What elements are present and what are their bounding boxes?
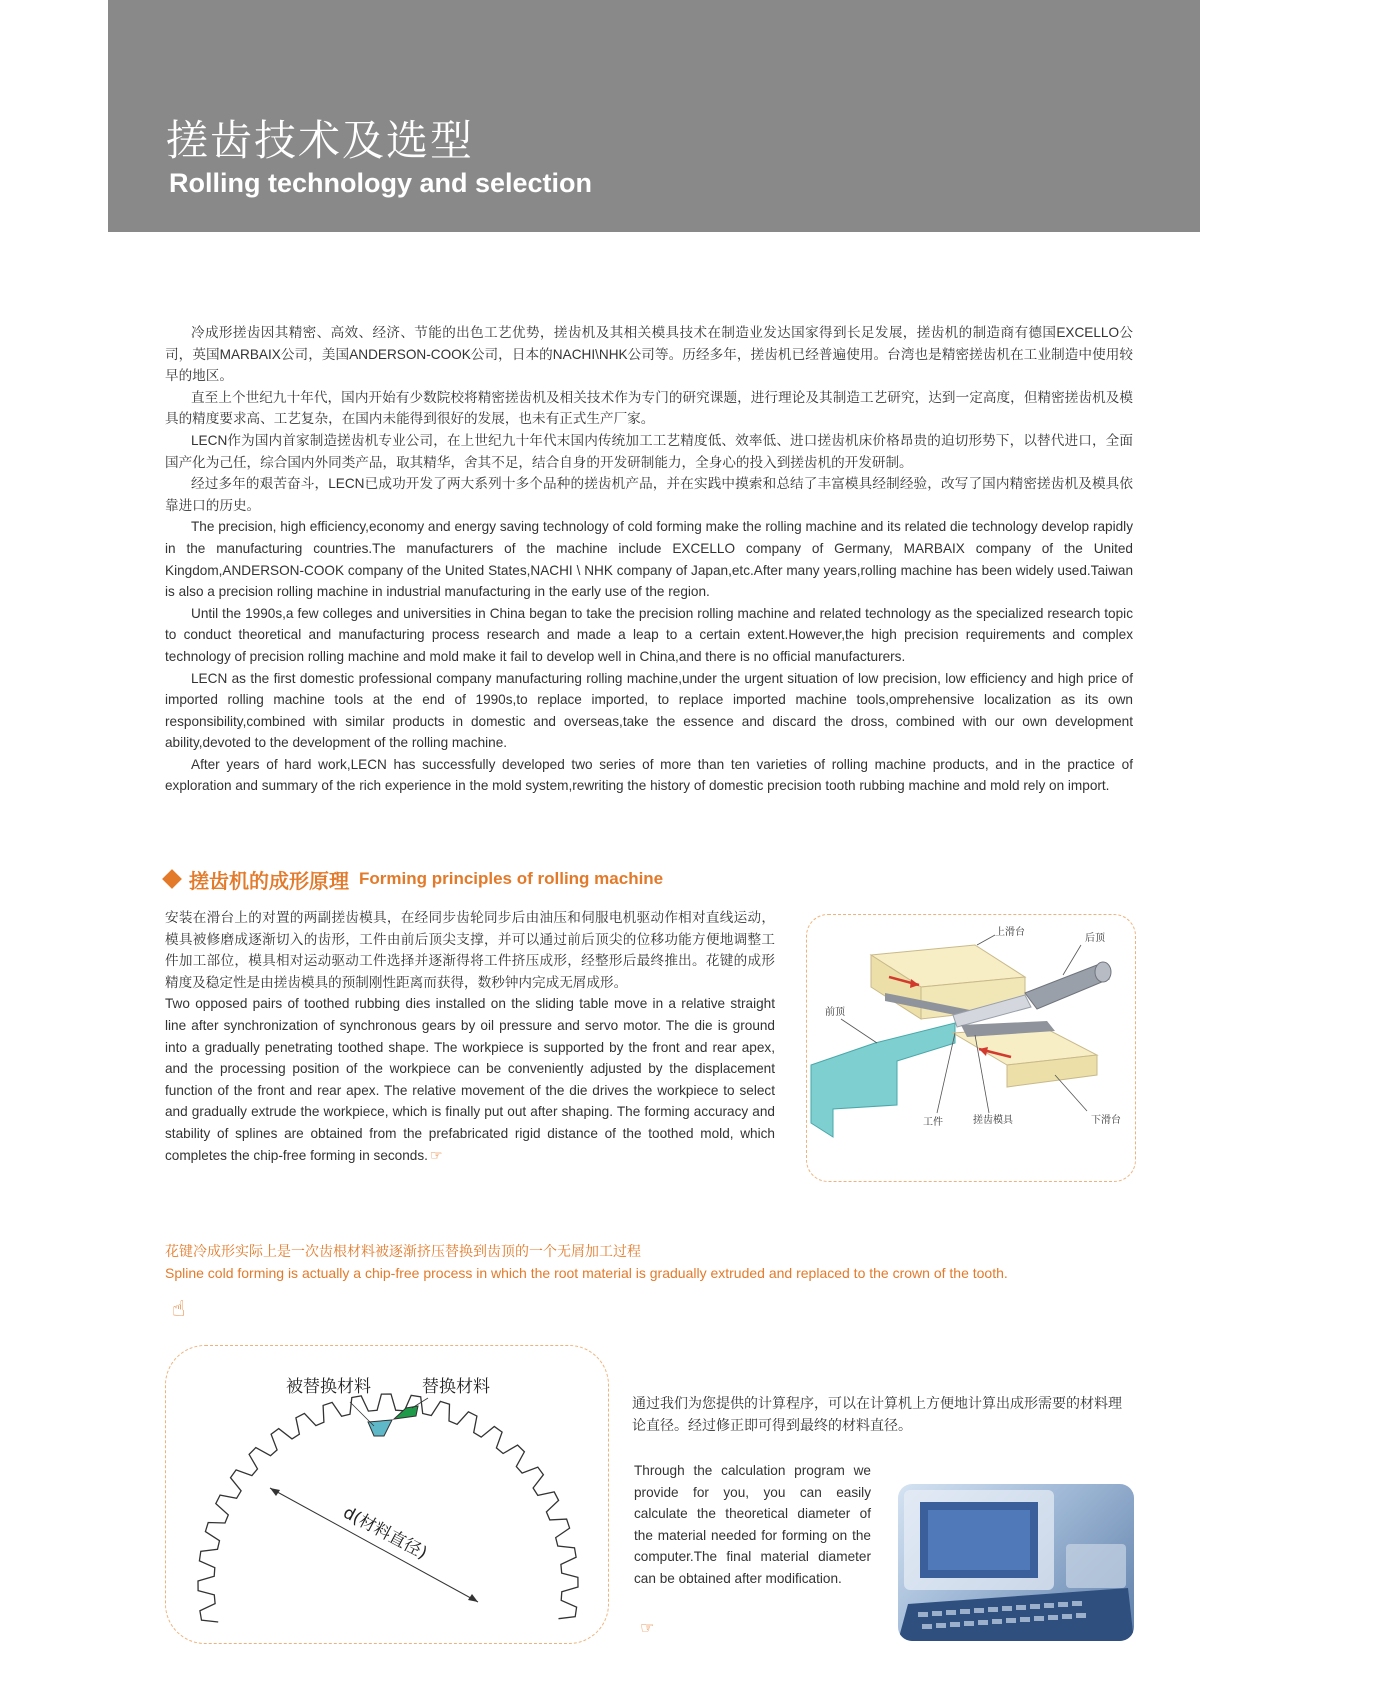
label-workpiece: 工件 [923,1117,943,1128]
pointing-hand-icon: ☞ [429,1146,443,1163]
label-rolling-die: 搓齿模具 [973,1115,1013,1126]
calc-text-zh: 通过我们为您提供的计算程序，可以在计算机上方便地计算出成形需要的材料理论直径。经过修正即可得到最终的材料直径。 [632,1395,1122,1433]
forming-text-en [165,993,775,1166]
intro-paragraph: LECN as the first domestic professional company manufacturing rolling machine,under the urgent situation of low precision, low efficiency and high price of imported rolling machine tools at the end of 1990s,to replace imported, to replace imported machine tools,omprehensive localization as its own responsibility,combined with similar products in domestic and overseas,take the essence and discard the dross, combined with our own development ability,devoted to the development of the rolling machine. [165,670,1133,751]
section-title-zh: 搓齿机的成形原理 [189,868,349,893]
forming-text-zh: 安装在滑台上的对置的两副搓齿模具，在经同步齿轮同步后由油压和伺服电机驱动作相对直线运动，模具被修磨成逐渐切入的齿形，工件由前后顶尖支撑，并可以通过前后顶尖的位移功能方便地调整工件加工部位，模具相对运动驱动工件选择并逐渐得将工件挤压成形，经整形后最终推出。花键的成形精度及稳定性是由搓齿模具的预制刚性距离而获得，数秒钟内完成无屑成形。 [165,910,775,990]
section-title-en: Forming principles of rolling machine [359,869,664,888]
leader-line [350,1402,374,1426]
header-banner [108,0,1200,232]
screen-glow [928,1510,1030,1570]
intro-paragraph: 直至上个世纪九十年代，国内开始有少数院校将精密搓齿机及相关技术作为专门的研究课题，进行理论及其制造工艺研究，达到一定高度，但精密搓齿机及模具的精度要求高、工艺复杂，在国内未能得到很好的发展，也未有正式生产厂家。 [165,389,1133,427]
intro-paragraph: After years of hard work,LECN has successfully developed two series of more than ten varieties of rolling machine products, and in the practice of exploration and summary of the rich experience in the mold system,rewriting the history of domestic precision tooth rubbing machine and mold rely on import. [165,756,1133,794]
label-replacement-material: 替换材料 [422,1377,490,1397]
label-upper-slide: 上滑台 [995,927,1025,938]
spline-note-en: Spline cold forming is actually a chip-free process in which the root material is gradually extruded and replaced to the crown of the tooth. [165,1265,1008,1281]
leader-line [977,935,995,945]
spline-note-zh: 花键冷成形实际上是一次齿根材料被逐渐挤压替换到齿顶的一个无屑加工过程 [165,1243,641,1259]
label-replaced-material: 被替换材料 [286,1377,371,1397]
label-front-center: 前顶 [825,1007,845,1018]
replaced-material [368,1420,392,1436]
page-title-zh: 搓齿技术及选型 [166,116,475,165]
intro-paragraph: The precision, high efficiency,economy and energy saving technology of cold forming make the rolling machine and its related die technology develop rapidly in the manufacturing countries.The manufacturers of the machine include EXCELLO company of Germany, MARBAIX company of the United Kingdom,ANDERSON-COOK company of the United States,NACHI \ NHK company of Japan,etc.After many years,rolling machine has been widely used.Taiwan is also a precision rolling machine in industrial manufacturing in the early use of the region. [165,519,1133,600]
label-lower-slide: 下滑台 [1091,1115,1121,1126]
page-title-en: Rolling technology and selection [169,168,593,198]
diamond-icon [162,869,182,889]
machine-diagram [806,914,1136,1182]
leader-line [1055,1075,1087,1111]
diameter-line [270,1488,478,1602]
leader-line [1063,945,1081,975]
hand-icon: ☝ [172,1296,186,1321]
replacement-material [394,1406,418,1419]
computer-photo-svg [898,1484,1134,1641]
label-rear-center: 后顶 [1085,933,1105,944]
intro-paragraph: Until the 1990s,a few colleges and universities in China began to take the precision rolling machine and related technology as the specialized research topic to conduct theoretical and manufacturing process research and made a leap to a certain extent.However,the high precision requirements and complex technology of precision rolling machine and mold make it fail to develop well in China,and there is no official manufacturers. [165,605,1133,664]
arrow-head-icon [270,1488,280,1496]
intro-paragraph: 经过多年的艰苦奋斗，LECN已成功开发了两大系列十多个品种的搓齿机产品，并在实践中摸索和总结了丰富模具经制经验，改写了国内精密搓齿机及模具依靠进口的历史。 [165,476,1133,513]
second-monitor [1066,1544,1126,1588]
leader-line [412,1398,428,1408]
intro-paragraph: LECN作为国内首家制造搓齿机专业公司，在上世纪九十年代末国内传统加工工艺精度低、效率低、进口搓齿机床价格昂贵的迫切形势下，以替代进口，全面国产化为己任，综合国内外同类产品，取其精华，舍其不足，结合自身的开发研制能力，全身心的投入到搓齿机的开发研制。 [165,432,1133,470]
machine-diagram-svg [807,915,1135,1181]
leader-line [841,1019,877,1043]
rear-center-end [1095,962,1111,982]
calc-text-en: Through the calculation program we provide for you, you can easily calculate the theoretical diameter of the material needed for forming on the computer.The final material diameter can be obtained after modification. [634,1463,871,1586]
spline-note [165,1240,1165,1284]
gear-diagram-svg [166,1346,608,1643]
forming-text-en-body: Two opposed pairs of toothed rubbing dies installed on the sliding table move in a relative straight line after synchronization of synchronous gears by oil pressure and servo motor. The die is ground into a gradually penetrating toothed shape. The workpiece is supported by the front and rear apex, and the processing position of the workpiece can be conveniently adjusted by the displacement function of the front and rear apex. The relative movement of the die drives the workpiece to select and gradually extrude the workpiece, which is finally put out after shaping. The forming accuracy and stability of splines are obtained from the prefabricated rigid distance of the toothed mold, which completes the chip-free forming in seconds. [165,996,775,1163]
pointing-hand-icon: ☞ [640,1620,655,1637]
label-diameter: d(材料直径) [339,1502,431,1564]
intro-paragraph: 冷成形搓齿因其精密、高效、经济、节能的出色工艺优势，搓齿机及其相关模具技术在制造业发达国家得到长足发展，搓齿机的制造商有德国EXCELLO公司，英国MARBAIX公司，美国ANDERSON-COOK公司，日本的NACHI\NHK公司等。历经多年，搓齿机已经普遍使用。台湾也是精密搓齿机在工业制造中使用较早的地区。 [165,325,1133,384]
arrow-head-icon [468,1594,478,1602]
computer-photo [898,1484,1134,1641]
intro-text [165,322,1133,797]
gear-diagram [165,1345,609,1644]
section-title [165,864,663,894]
forming-text [165,907,775,1166]
